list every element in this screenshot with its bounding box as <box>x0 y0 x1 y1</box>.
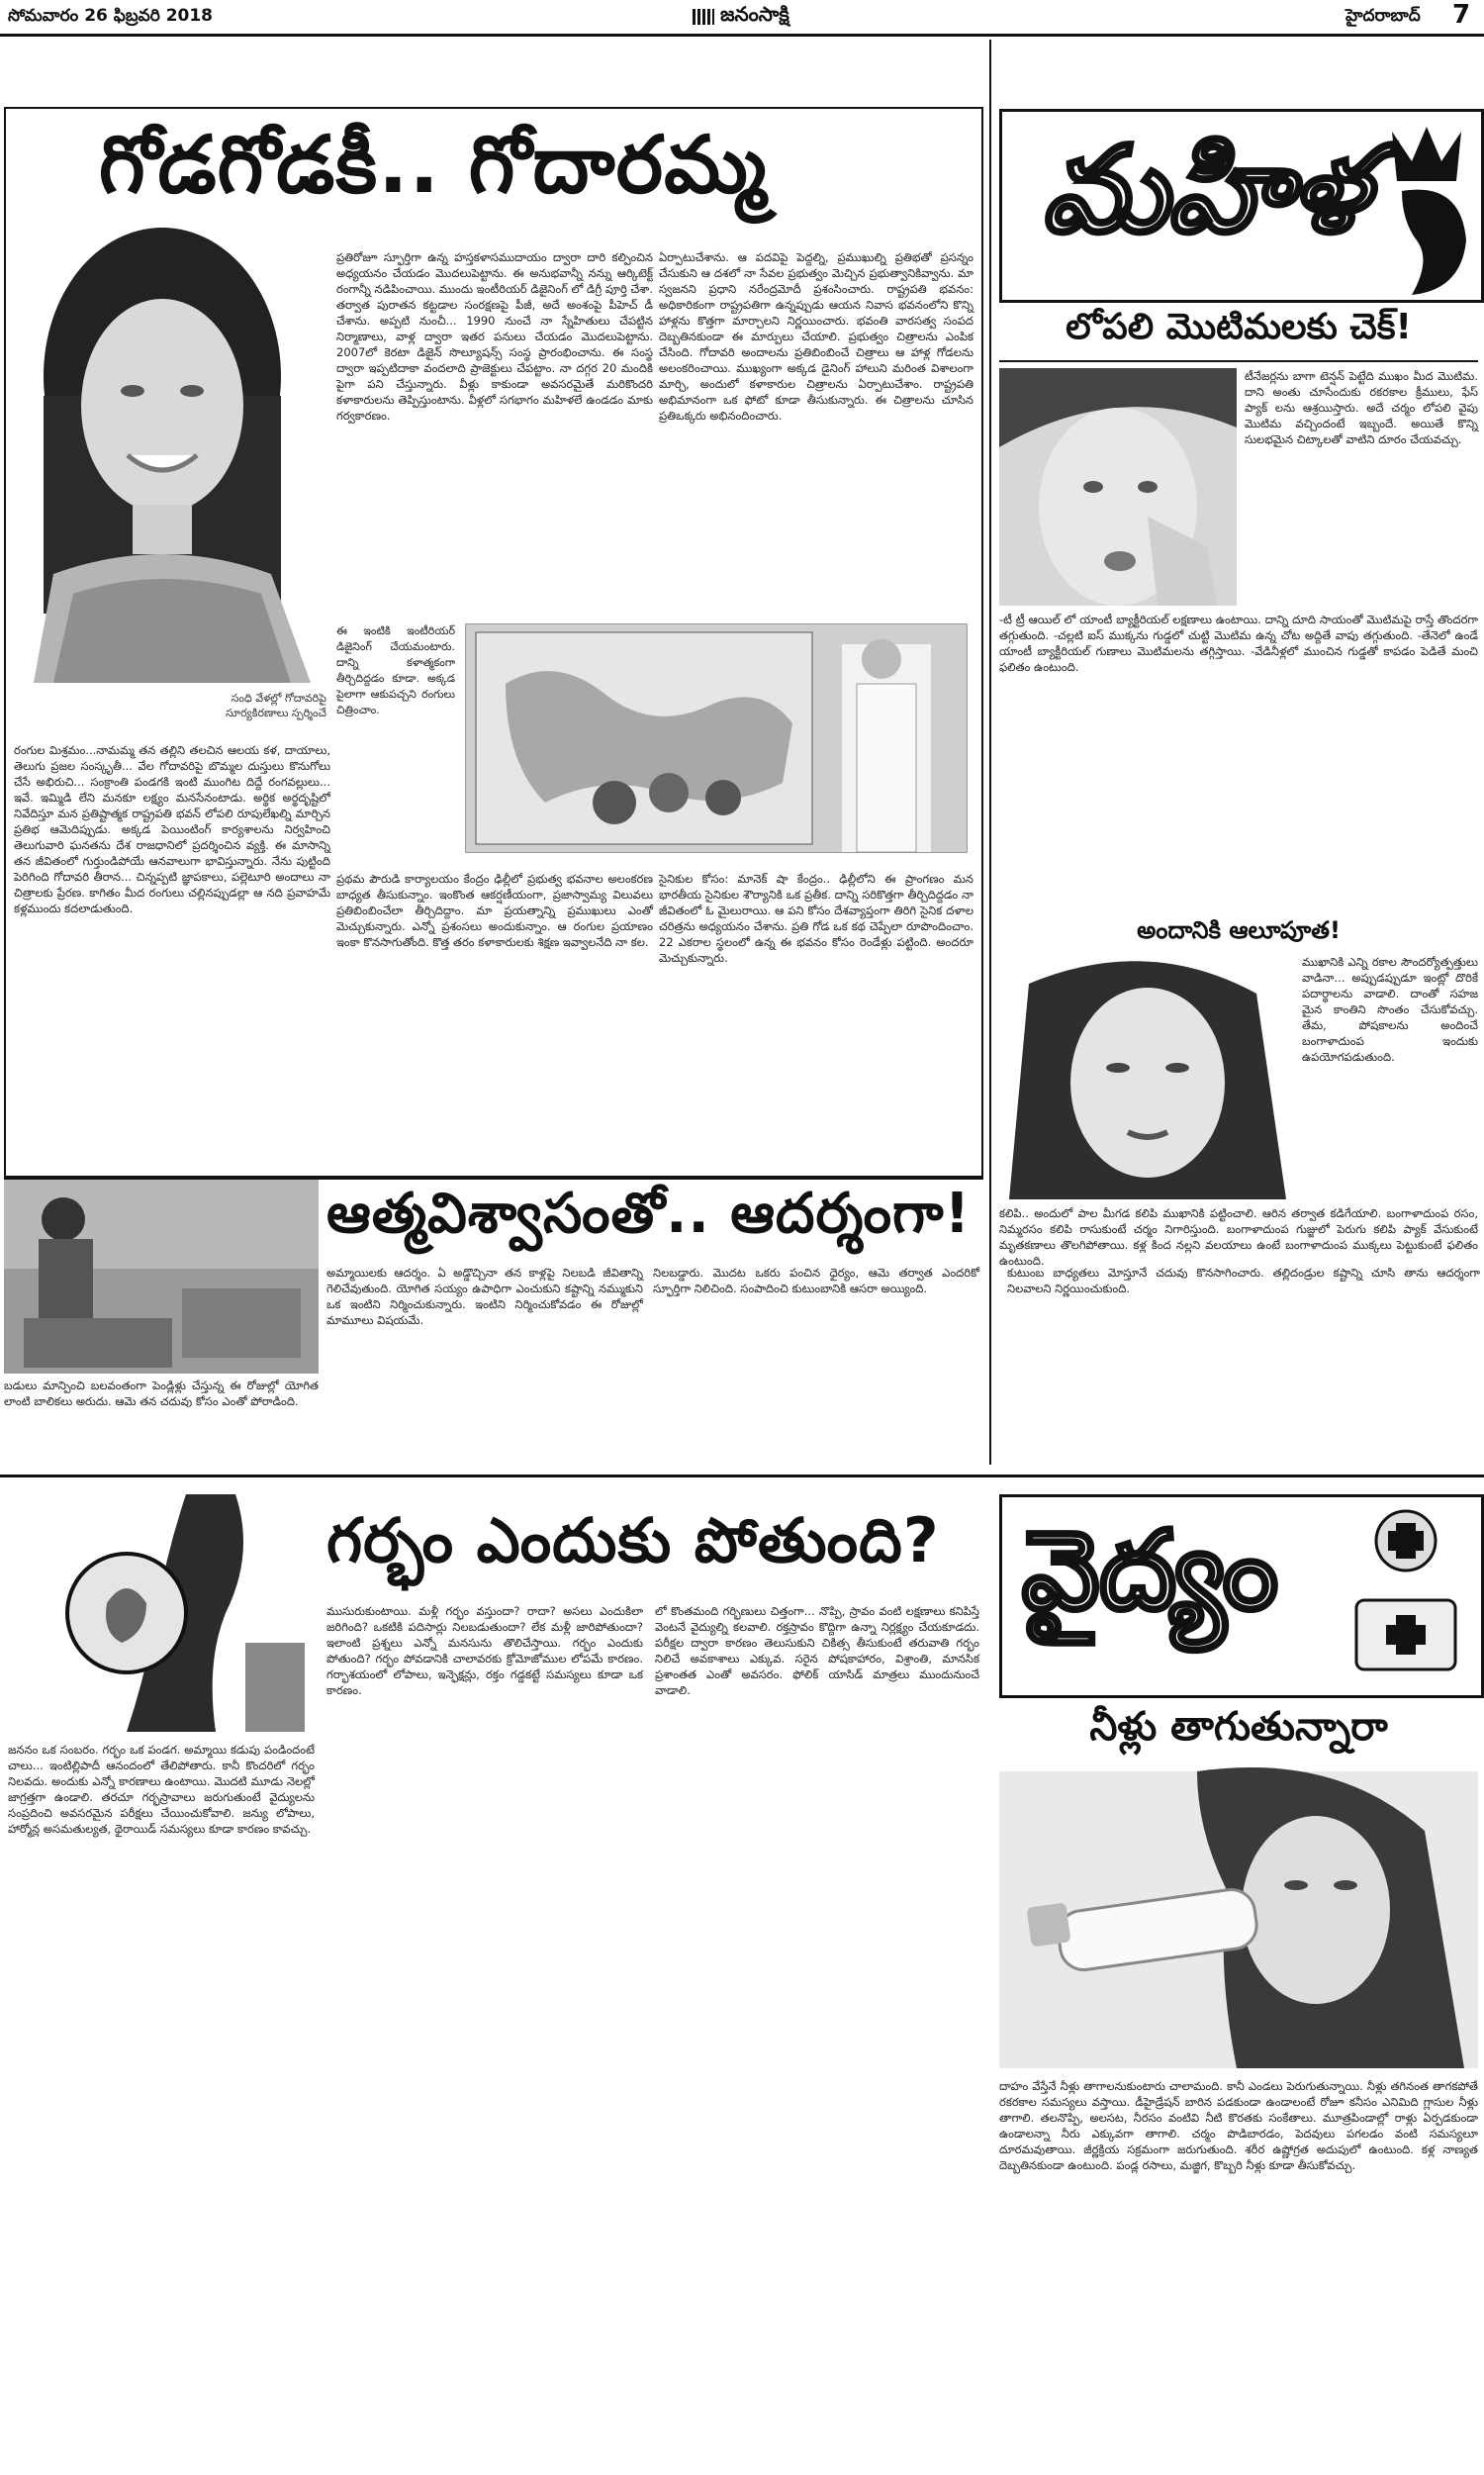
vaidyam-banner-text: వైద్యం <box>1022 1507 1278 1634</box>
vaidyam-text: దాహం వేస్తేనే నీళ్లు తాగాలనుకుంటారు చాలామంది. కానీ ఎండలు పెరుగుతున్నాయి. నీళ్లు తగినంత తాగకపోతే రకరకాల సమస్యలు వస్తాయి. డీహైడ్రేషన్ బారిన పడకుండా ఉండాలంటే రోజూ కనీసం ఎనిమిది గ్లాసుల నీళ్లు తాగాలి. తలనొప్పి, అలసట, నీరసం వంటివి నీటి కొరతకు సంకేతాలు. మూత్రపిండాల్లో రాళ్లు ఏర్పడకుండా ఉండాలన్నా నీరు ఎక్కువగా తాగాలి. చర్మం పొడిబారడం, పెదవులు పగలడం వంటి సమస్యలూ దూరమవుతాయి. జీర్ణక్రియ సక్రమంగా జరుగుతుంది. శరీర ఉష్ణోగ్రత అదుపులో ఉంటుంది. కళ్ల నాణ్యత దెబ్బతినకుండా ఉంటుంది. పండ్ల రసాలు, మజ్జిగ, కొబ్బరి నీళ్లు కూడా తీసుకోవచ్చు. <box>999 2079 1478 2172</box>
mahila-photo1 <box>999 368 1237 606</box>
crowned-woman-icon <box>1372 112 1481 300</box>
mahila-heading-rule <box>999 360 1478 362</box>
portrait-woman-image <box>14 218 330 683</box>
article1-headline: గోడగోడకీ.. గోదారమ్మ <box>99 119 768 211</box>
medical-kit-icon <box>1337 1501 1475 1689</box>
mahila-photo2 <box>999 954 1296 1199</box>
mahila-text1: టీనేజర్లను బాగా టెన్షన్ పెట్టేది ముఖం మీద మొటిమ. దాని అంతు చూసేందుకు రకరకాల క్రీములు, ఫేస్ ప్యాక్ లను ఆశ్రయిస్తారు. అదే చర్మం లోపలి వైపు మొటిమ వచ్చిందంటే ఇబ్బందే. అయితే కొన్ని సులభమైన చిట్కాలతో వాటిని దూరం చేయవచ్చు. <box>1245 369 1478 446</box>
article1-col3-lower: సైనికుల కోసం: మానెక్ షా కేంద్రం.. ఢిల్లీలోని ఈ ప్రాంగణం మన భారతీయ సైనికుల శౌర్యానికి ఒక ప్రతీక. దాన్ని సరికొత్తగా తీర్చిదిద్దడం నా జీవితంలో ఓ మైలురాయి. ఆ పని కోసం దేశవ్యాప్తంగా తిరిగి సైనిక దళాల చరిత్రను అధ్యయనం చేశాను. ప్రతి గోడ ఒక కథ చెప్పేలా రూపొందించాం. 22 ఎకరాల స్థలంలో ఉన్న ఈ భవనం కోసం రెండేళ్లు పట్టింది. అందరూ మెచ్చుకున్నారు. <box>659 872 974 965</box>
mahila-subheading: అందానికి ఆలూపూత! <box>1137 916 1341 944</box>
masthead-rule <box>0 34 1484 37</box>
logo-mark-icon <box>693 9 714 25</box>
mahila-text4: కలిపి.. అందులో పాల మీగడ కలిపి ముఖానికి పట్టించాలి. ఆరిన తర్వాత కడిగేయాలి. బంగాళాదుంప రసం, నిమ్మరసం కలిపి రాసుకుంటే చర్మం నిగారిస్తుంది. బంగాళాదుంప గుజ్జులో పెరుగు కలిపి ప్యాక్ వేసుకుంటే మృతకణాలు తొలగిపోతాయి. కళ్ల కింద నల్లని వలయాలు ఉంటే బంగాళాదుంప ముక్కలు పెట్టుకుంటే ఫలితం ఉంటుంది. <box>999 1206 1478 1268</box>
article2-top-rule <box>4 1176 981 1178</box>
masthead-date: సోమవారం 26 ఫిబ్రవరి 2018 <box>8 6 214 26</box>
article1-col1: రంగుల మిశ్రమం...నామమ్మ తన తల్లిని తలచిన ఆలయ కళ, దాయాలు, తెలుగు ప్రజల సంస్కృతీ... వేల గోదావరిపై బొమ్మల దుస్తులు కొనుగోలు చేసే అభిరుచి... సంక్రాంతి పండగకి ఇంటి ముంగిట దిద్దే రంగవల్లులు... ఇవే. ఇమ్మిడి లేని మనకూ లక్ష్యం మనసేనంటాడు. అర్థిక అర్థదృష్టిలో నివేదిస్తూ మన ప్రతిష్టాత్మక రాష్ట్రపతి భవన్ లోపలి రూపులేఖల్ని మార్చిన ప్రతిభ ఆమెదిప్పుడు. అక్కడ పెయింటింగ్ కార్యశాలను నిర్వహించి తెలుగువారి ఘనతను దేశ రాజధానిలో ప్రదర్శించిన వ్యక్తి. ఈ మాసాన్ని తన జీవితంలో గుర్తుండిపోయే ఆనవాలుగా భావిస్తున్నారు. నేను పుట్టింది పెరిగింది గోదావరి తీరాన... చిన్నప్పటి జ్ఞాపకాలు, పల్లెటూరి అందాలు నా చిత్రాలకు ప్రేరణ. కాగితం మీద రంగులు చల్లినప్పుడల్లా ఆ నది ప్రవాహమే కళ్లముందు కదలాడుతుంది. <box>14 743 330 915</box>
woman-beauty-image <box>999 954 1296 1199</box>
girl-working-image <box>4 1180 319 1374</box>
article2-col4: కుటుంబ బాధ్యతలు మోస్తూనే చదువు కొనసాగించారు. తల్లిదండ్రుల కష్టాన్ని చూసి తాను ఆదర్శంగా నిలవాలని నిర్ణయించుకుంది. <box>1007 1266 1480 1295</box>
article1-caption: సంధి వేళల్లో గోదావరిపై సూర్యకిరణాలు స్పర్శించే <box>226 692 326 719</box>
woman-pimple-image <box>999 368 1237 606</box>
mahila-banner-box <box>999 109 1484 303</box>
mahila-banner-text: మహిళ <box>1042 122 1368 259</box>
mahila-text3: ముఖానికి ఎన్ని రకాల సౌందర్యోత్పత్తులు వాడినా... అప్పుడప్పుడూ ఇంట్లో దొరికే పదార్థాలను వాడాలి. దాంతో సహజ మైన కాంతిని సొంతం చేసుకోవచ్చు. తేమ, పోషకాలను అందించే బంగాళాదుంప ఇందుకు ఉపయోగపడుతుంది. <box>1302 955 1478 1064</box>
article1-portrait <box>14 218 330 683</box>
article2-col2: అమ్మాయిలకు ఆదర్శం. ఏ అడ్డొచ్చినా తన కాళ్లపై నిలబడి జీవితాన్ని గెలిచేవుతుంది. యోగిత సయ్యం ఉపాధిగా ఎంచుకుని కష్టాన్ని నమ్ముకుని ఒక ఇంటిని నిర్మించుకున్నారు. ఇంటిని నిర్మించుకోవడం ఈ రోజుల్లో మామూలు విషయమే. <box>326 1266 643 1327</box>
paper-logo <box>693 2 789 31</box>
article2-col1: బడులు మాన్పించి బలవంతంగా పెండ్లిళ్లు చేస్తున్న ఈ రోజుల్లో యోగిత లాంటి బాలికలు అరుదు. ఆమె తన చదువు కోసం ఎంతో పోరాడింది. <box>4 1379 319 1408</box>
masthead-city: హైదరాబాద్ <box>1345 6 1421 26</box>
vaidyam-photo <box>999 1771 1478 2068</box>
pm-with-map-image <box>466 624 967 852</box>
article3-col3: లో కొంతమంది గర్భిణులు చిత్తంగా... నొప్పి, స్రావం వంటి లక్షణాలు కనిపిస్తే వెంటనే వైద్యుల్ని కలవాలి. రక్తస్రావం కొద్దిగా ఉన్నా నిర్లక్ష్యం చేయకూడదు. పరీక్షల ద్వారా కారణం తెలుసుకుని చికిత్స తీసుకుంటే తరువాతి గర్భం నిలిచే అవకాశాలు ఎక్కువ. సరైన పోషకాహారం, విశ్రాంతి, మానసిక ప్రశాంతత ఎంతో అవసరం. ఫోలిక్ యాసిడ్ మాత్రలు ముందునుంచే వాడాలి. <box>655 1604 979 1697</box>
article1-col2: ప్రతిరోజూ స్ఫూర్తిగా ఉన్న హస్తకళాసముదాయం ద్వారా దారి కల్పించిన అధ్యయనం చేయడం మొదలుపెట్టాను. ఈ అనుభవాన్నీ నన్ను ఆర్కిటెక్ట్ రంగాన్నీ నడిపించాయి. ముందు ఇంటీరియర్ డిజైనింగ్ లో డిగ్రీ పూర్తి చేశా. తర్వాత పురాతన కట్టడాల సంరక్షణపై పీజీ, అదే అంశంపై పీహెచ్ డీ చేశాను. అప్పటి నుంచీ... 1990 నుంచే నా స్నేహితులు చేపట్టిన నిర్మాణాలు, వాళ్ల ద్వారా ఇతర పనులు చేయడం మొదలుపెట్టాను. 2007లో కెరటా డిజైన్ సొల్యూషన్స్ సంస్థ ప్రారంభించాను. ఈ సంస్థ ద్వారా ఇప్పటిదాకా వందలాది ప్రాజెక్టులు చేపట్టాం. నా దగ్గర 20 మందికి పైగా పని చేస్తున్నారు. వీళ్లు కాకుండా అవసరమైతే మరికొందరి కళాకారులను తెప్పిస్తుంటాను. వీళ్లలో సగభాగం మహిళలే ఉండడం మాకు గర్వకారణం. <box>336 250 653 423</box>
vaidyam-heading: నీళ్లు తాగుతున్నారా <box>1089 1704 1388 1750</box>
article1-col2-lower: ఈ ఇంటికి ఇంటీరియర్ డిజైనింగ్ చేయమంటారు. దాన్ని కళాత్మకంగా తీర్చిదిద్దడం కూడా. అక్కడ పైలాగా ఆకుపచ్చని రంగులు చిత్రించాం. <box>336 624 455 716</box>
column-divider <box>989 40 991 1465</box>
mahila-heading: లోపలి మొటిమలకు చెక్! <box>1066 307 1412 347</box>
woman-drinking-water-image <box>999 1771 1478 2068</box>
article2-col3: నిలబడ్డారు. మొదట ఒకరు పంచిన ధైర్యం, ఆమె తర్వాత ఎందరికో స్ఫూర్తిగా నిలిచింది. సంపాదించి కుటుంబానికి ఆసరా అయ్యింది. <box>653 1266 979 1295</box>
section-divider <box>0 1475 1484 1477</box>
article2-photo <box>4 1180 319 1374</box>
article3-col2: ముసురుకుంటాయి. మళ్లీ గర్భం వస్తుందా? రాదా? అసలు ఎందుకిలా జరిగింది? ఒకటికి పదిసార్లు నిలబడుతుందా? లేక మళ్లీ జారిపోతుందా? ఇలాంటి ప్రశ్నలు ఎన్నో మనసును తొలిచేస్తాయి. గర్భం ఎందుకు పోతుంది? గర్భం పోవడానికి చాలావరకు క్రోమోజోముల లోపమే కారణం. గర్భాశయంలో లోపాలు, ఇన్ఫెక్షన్లు, రక్తం గడ్డకట్టే సమస్యలు కూడా ఒక కారణం. <box>326 1604 643 1697</box>
pregnancy-illustration-image <box>8 1494 315 1732</box>
page-number: 7 <box>1452 0 1471 30</box>
vaidyam-banner-box <box>999 1494 1484 1698</box>
article3-headline: గర్భం ఎందుకు పోతుంది? <box>326 1504 940 1576</box>
mahila-text2: -టీ ట్రీ ఆయిల్ లో యాంటీ బ్యాక్టీరియల్ లక్షణాలు ఉంటాయి. దాన్ని దూది సాయంతో మొటిమపై రాస్తే తొందరగా తగ్గుతుంది. -చల్లటి ఐస్ ముక్కను గుడ్డలో చుట్టి మొటిమ ఉన్న చోట అద్దితే వాపు తగ్గుతుంది. -తేనెలో ఉండే యాంటీ బ్యాక్టీరియల్ గుణాలు మొటిమలను తగ్గిస్తాయి. -వేడినీళ్లలో ముంచిన గుడ్డతో కాపడం పెడితే మంచి ఫలితం ఉంటుంది. <box>999 613 1478 674</box>
article1-col2-bottom: ప్రథమ పౌరుడి కార్యాలయం కేంద్రం ఢిల్లీలో ప్రభుత్వ భవనాల అలంకరణ బాధ్యత తీసుకున్నాం. ఇంకొంత ఆకర్షణీయంగా, ప్రజాస్వామ్య విలువలు ప్రతిబింబించేలా తీర్చిదిద్దాం. మా ప్రయత్నాన్ని ప్రముఖులు ఎంతో మెచ్చుకున్నారు. ఎన్నో ప్రశంసలు అందుకున్నాం. ఆ రంగుల ప్రయాణం ఇంకా కొనసాగుతోంది. కొత్త తరం కళాకారులకు శిక్షణ ఇవ్వాలనేది నా కల. <box>336 872 653 949</box>
paper-name: జనంసాక్షి <box>720 2 789 26</box>
article3-illustration <box>8 1494 315 1732</box>
article1-col3: ఏర్పాటుచేశాను. ఆ పదవిపై పెద్దల్ని, ప్రముఖుల్ని ప్రతిభతో ప్రసన్నం చేసుకుని ఆ దశలో నా సేవల ప్రభుత్వం మెచ్చిన ప్రభుత్వానికివ్వాను. మా స్వజనని ప్రధాని నరేంద్రమోదీ ప్రశంసించారు. రాష్ట్రపతి భవనం: అధికారికంగా రాష్ట్రపతిగా ఉన్నప్పుడు ఆయన నివాస భవనంలోని కొన్ని హాళ్లను కొత్తగా మార్చాలని నిర్ణయించారు. భవంతి వారసత్వ సంపద దెబ్బతినకుండా ఈ మార్పులు చేయాలి. ప్రభుత్వం చిత్రాలను ఎంపిక చేసింది. గోదావరి అందాలను ప్రతిబింబించే చిత్రాలు ఆ హాళ్ల గోడలను అలంకరించాయి. ముఖ్యంగా అక్కడ డైనింగ్ హాలుని మరింత విశాలంగా మార్చి, అందులో కళాకారుల చిత్రాలను ఏర్పాటుచేశాం. రాష్ట్రపతి అభిమానంగా ఒక ఫోటో కూడా తీసుకున్నారు. ఈ చిత్రాలను చూసిన ప్రతిఒక్కరు అభినందించారు. <box>659 250 974 423</box>
article2-headline: ఆత్మవిశ్వాసంతో.. ఆదర్శంగా! <box>326 1182 972 1246</box>
article3-col1: జననం ఒక సంబరం. గర్భం ఒక పండగ. అమ్మాయి కడుపు పండిందంటే చాలు... ఇంటిల్లిపాదీ ఆనందంలో తేలిపోతారు. కానీ కొందరిలో గర్భం నిలవదు. అందుకు ఎన్నో కారణాలు ఉంటాయి. మొదటి మూడు నెలల్లో జాగ్రత్తగా ఉండాలి. తరచూ గర్భస్రావాలు జరుగుతుంటే వైద్యులను సంప్రదించి అవసరమైన పరీక్షలు చేయించుకోవాలి. జన్యు లోపాలు, హార్మోన్ల అసమతుల్యత, థైరాయిడ్ సమస్యలు కూడా కారణం కావచ్చు. <box>8 1743 315 1836</box>
article1-map-photo <box>465 623 968 853</box>
